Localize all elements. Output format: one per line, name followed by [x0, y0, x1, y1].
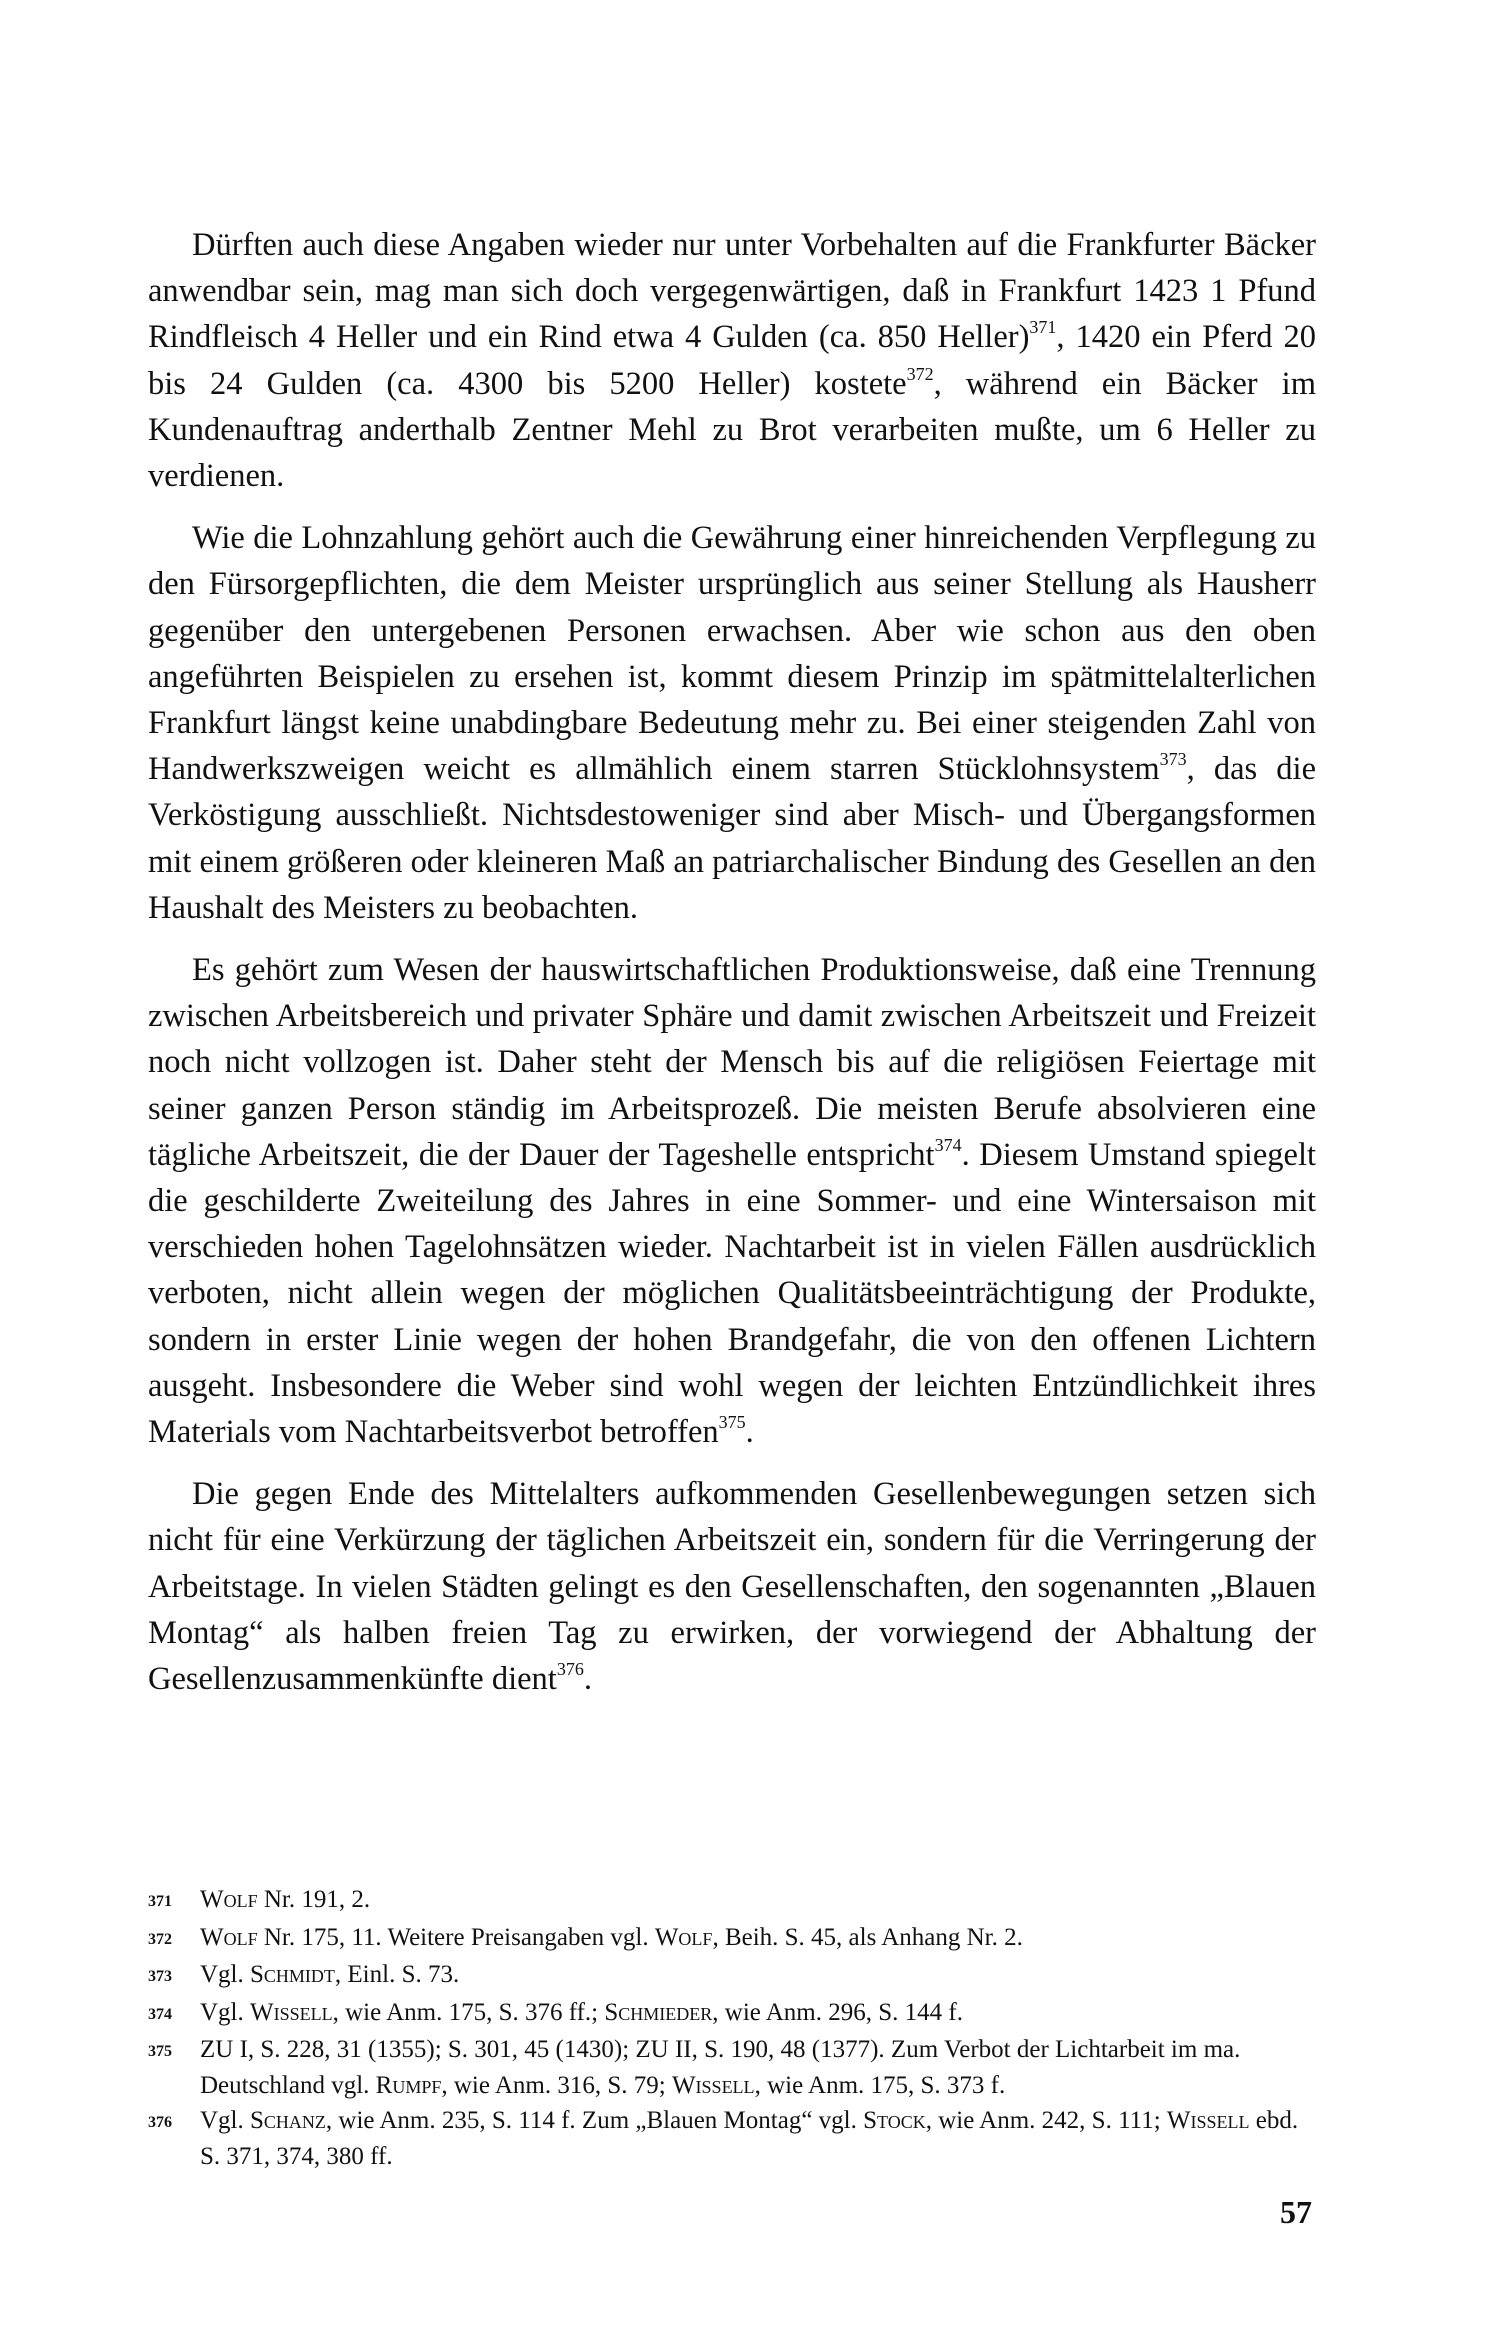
footnote-ref: 371	[1029, 317, 1057, 338]
author-name: Stock	[863, 2107, 926, 2134]
paragraph-text: .	[583, 1661, 592, 1698]
footnote-text	[200, 2032, 1316, 2103]
author-name: Schanz	[250, 2107, 326, 2134]
paragraph	[148, 947, 1316, 1455]
author-name: Schmidt	[250, 1961, 335, 1988]
footnote-number: 372	[148, 1930, 172, 1948]
footnote-number: 375	[148, 2043, 172, 2060]
footnote-number: 374	[148, 2005, 172, 2023]
footnotes	[148, 1882, 1316, 2174]
paragraph-text: Wie die Lohnzahlung gehört auch die Gewährung einer hinreichenden Verpflegung zu den Fürsorgepflichten, die dem Meister ursprünglich aus seiner Stellung als Hausherr gegenüber den untergebenen Personen erwachsen. Aber wie schon aus den oben angeführten Beispielen zu ersehen ist, kommt diesem Prinzip im spätmittelalterlichen Frankfurt längst keine unabdingbare Bedeutung mehr zu. Bei einer steigenden Zahl von Handwerkszweigen weicht es allmählich einem starren Stücklohnsystem	[148, 520, 1316, 788]
author-name: Wolf	[654, 1923, 713, 1951]
footnote-text	[200, 1920, 1316, 1958]
footnote	[148, 2103, 1316, 2174]
footnote-text-part: , wie Anm. 316, S. 79;	[441, 2071, 672, 2099]
footnote-number: 376	[148, 2114, 172, 2131]
footnote-number: 373	[148, 1968, 172, 1985]
paragraph-text: . Diesem Umstand spiegelt die geschilderte Zweiteilung des Jahres in eine Sommer- und eine Wintersaison mit verschieden hohen Tagelohnsätzen wieder. Nachtarbeit ist in vielen Fällen ausdrücklich verboten, nicht allein wegen der möglichen Qualitätsbeeinträchtigung der Produkte, sondern in erster Linie wegen der hohen Brandgefahr, die von den offenen Lichtern ausgeht. Insbesondere die Weber sind wohl wegen der leichten Entzündlichkeit ihres Materials vom Nachtarbeitsverbot betroffen	[148, 1136, 1317, 1451]
footnote-text-part: , wie Anm. 175, S. 376 ff.;	[332, 1998, 605, 2026]
footnote	[148, 1882, 1316, 1920]
footnote-text	[200, 2103, 1316, 2174]
footnote-text-part: Nr. 191, 2.	[257, 1886, 371, 1913]
paragraph	[148, 1471, 1316, 1702]
footnote	[148, 1995, 1316, 2033]
footnote-text-part: , wie Anm. 242, S. 111;	[925, 2107, 1167, 2134]
author-name: Wissell	[671, 2071, 755, 2099]
footnote-text	[200, 1957, 1316, 1995]
footnote-number: 371	[148, 1893, 172, 1910]
footnote-text-part: , wie Anm. 296, S. 144 f.	[712, 1998, 963, 2026]
author-name: Schmieder	[604, 1998, 713, 2026]
paragraph-text: Dürften auch diese Angaben wieder nur unter Vorbehalten auf die Frankfurter Bäcker anwendbar sein, mag man sich doch vergegenwärtigen, daß in Frankfurt 1423 1 Pfund Rindfleisch 4 Heller und ein Rind etwa 4 Gulden (ca. 850 Heller)	[148, 227, 1316, 356]
footnote-text-part: ebd. S. 371, 374, 380 ff.	[200, 2107, 1299, 2170]
footnote-text-part: Vgl.	[200, 1998, 250, 2026]
footnote-ref: 375	[718, 1412, 746, 1433]
footnote-ref: 373	[1159, 749, 1187, 770]
paragraph-text: Es gehört zum Wesen der hauswirtschaftlichen Produktionsweise, daß eine Trennung zwischen Arbeitsbereich und privater Sphäre und damit zwischen Arbeitszeit und Freizeit noch nicht vollzogen ist. Daher steht der Mensch bis auf die religiösen Feiertage mit seiner ganzen Person ständig im Arbeitsprozeß. Die meisten Berufe absolvieren eine tägliche Arbeitszeit, die der Dauer der Tageshelle entspricht	[148, 952, 1316, 1173]
footnote	[148, 1957, 1316, 1995]
footnote-ref: 374	[934, 1134, 962, 1155]
footnote	[148, 1920, 1316, 1958]
paragraph	[148, 515, 1316, 931]
footnote-text-part: Vgl.	[200, 2107, 250, 2134]
body-text	[148, 222, 1316, 1718]
footnote	[148, 2032, 1316, 2103]
paragraph	[148, 222, 1316, 499]
paragraph-text: Die gegen Ende des Mittelalters aufkommenden Gesellenbewegungen setzen sich nicht für eine Verkürzung der täglichen Arbeitszeit ein, sondern für die Verringerung der Arbeitstage. In vielen Städten gelingt es den Gesellenschaften, den sogenannten „Blauen Montag“ als halben freien Tag zu erwirken, der vorwiegend der Abhaltung der Gesellenzusammenkünfte dient	[148, 1476, 1316, 1698]
footnote-ref: 376	[556, 1659, 584, 1680]
paragraph-text: , während ein Bäcker im Kundenauftrag anderthalb Zentner Mehl zu Brot verarbeiten mußte, um 6 Heller zu verdienen.	[148, 365, 1316, 495]
paragraph-text: , das die Verköstigung ausschließt. Nichtsdestoweniger sind aber Misch- und Übergangsformen mit einem größeren oder kleineren Maß an patriarchalischer Bindung des Gesellen an den Haushalt des Meisters zu beobachten.	[148, 751, 1316, 926]
author-name: Rumpf	[375, 2071, 442, 2099]
footnote-text	[200, 1882, 1316, 1920]
author-name: Wolf	[200, 1886, 258, 1913]
footnote-text-part: , wie Anm. 235, S. 114 f. Zum „Blauen Montag“ vgl.	[325, 2107, 864, 2134]
footnote-text	[200, 1995, 1316, 2033]
page-number: 57	[1280, 2194, 1312, 2230]
footnote-text-part: Vgl.	[200, 1961, 250, 1988]
author-name: Wissell	[250, 1998, 333, 2026]
footnote-text-part: Nr. 175, 11. Weitere Preisangaben vgl.	[257, 1923, 655, 1951]
footnote-ref: 372	[906, 363, 934, 384]
footnote-text-part: , Einl. S. 73.	[334, 1961, 460, 1988]
author-name: Wolf	[200, 1923, 258, 1951]
footnote-text-part: , wie Anm. 175, S. 373 f.	[754, 2071, 1006, 2099]
paragraph-text: .	[745, 1414, 754, 1451]
footnote-text-part: ZU I, S. 228, 31 (1355); S. 301, 45 (1430); ZU II, S. 190, 48 (1377). Zum Verbot der Lichtarbeit im ma. Deutschland vgl.	[200, 2036, 1241, 2099]
footnote-text-part: , Beih. S. 45, als Anhang Nr. 2.	[712, 1923, 1023, 1951]
author-name: Wissell	[1166, 2107, 1250, 2134]
paragraph-text: , 1420 ein Pferd 20 bis 24 Gulden (ca. 4300 bis 5200 Heller) kostete	[148, 319, 1316, 402]
